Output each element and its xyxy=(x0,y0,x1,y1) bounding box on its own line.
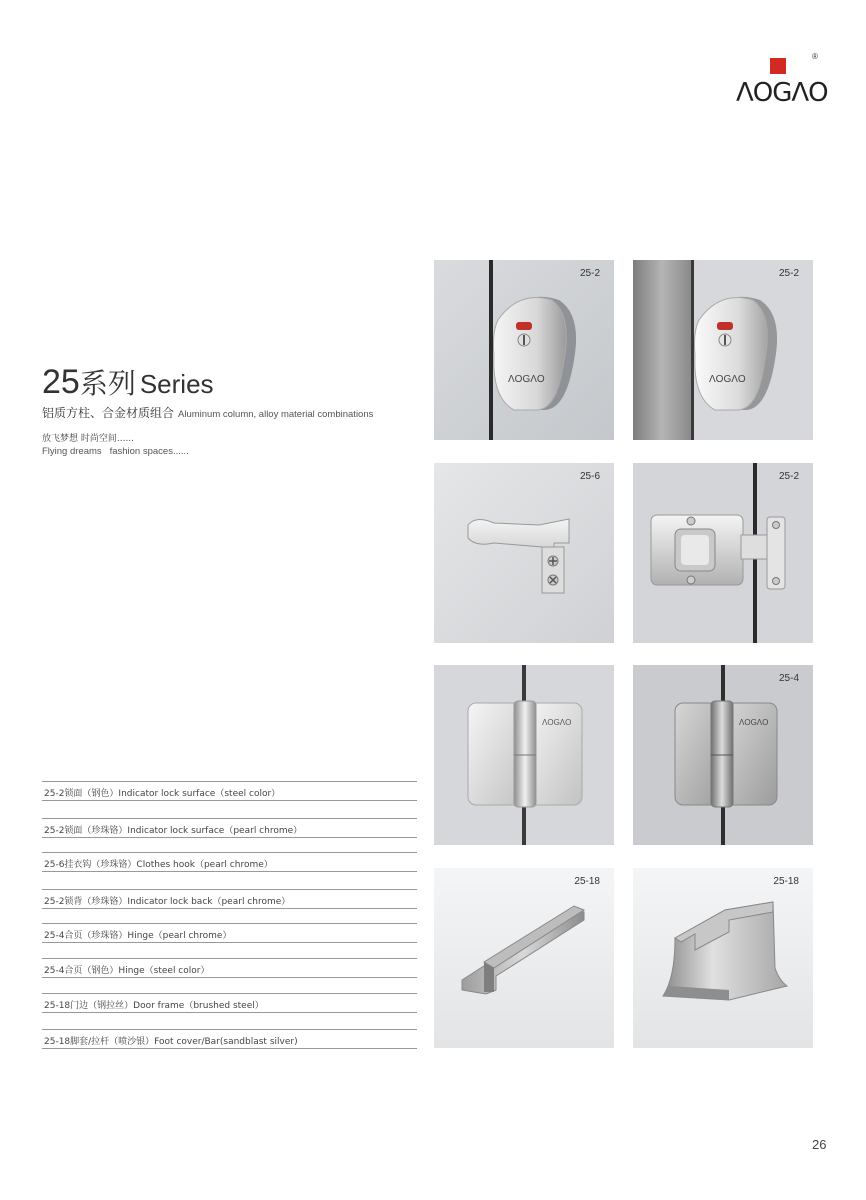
registered-mark: ® xyxy=(812,52,818,61)
photo-indicator-lock-back xyxy=(633,463,813,643)
series-subtitle xyxy=(42,404,373,422)
product-label: 25-6挂衣钩（珍珠铬）Clothes hook（pearl chrome） xyxy=(44,860,273,870)
tagline-en: Flying dreams fashion spaces...... xyxy=(42,446,189,457)
photo-clothes-hook xyxy=(434,463,614,643)
list-item xyxy=(42,958,417,978)
brand-logo xyxy=(734,52,828,112)
photo-door-frame xyxy=(434,868,614,1048)
photo-indicator-lock-steel xyxy=(434,260,614,440)
photo-code: 25-18 xyxy=(773,876,799,887)
svg-text:ΛOGΛO: ΛOGΛO xyxy=(508,374,545,385)
photo-foot-cover xyxy=(633,868,813,1048)
product-label: 25-4合页（珍珠铬）Hinge（pearl chrome） xyxy=(44,931,232,941)
photo-code: 25-2 xyxy=(579,268,600,279)
list-item xyxy=(42,852,417,872)
product-label: 25-2锁面（珍珠铬）Indicator lock surface（pearl chrome） xyxy=(44,826,303,836)
photo-code: 25-2 xyxy=(778,268,799,279)
product-label: 25-18门边（钢拉丝）Door frame（brushed steel） xyxy=(44,1001,264,1011)
list-item xyxy=(42,923,417,943)
photo-code: 25-4 xyxy=(778,673,799,684)
list-item xyxy=(42,993,417,1013)
svg-text:ΛOGΛO: ΛOGΛO xyxy=(709,374,746,385)
series-number: 25 xyxy=(42,363,80,401)
product-label: 25-2锁背（珍珠铬）Indicator lock back（pearl chrome） xyxy=(44,897,291,907)
subtitle-cn: 铝质方柱、合金材质组合 xyxy=(42,406,175,420)
product-label: 25-2锁面（钢色）Indicator lock surface（steel color） xyxy=(44,789,281,799)
photo-hinge-pearl xyxy=(434,665,614,845)
svg-text:ΛOGΛO: ΛOGΛO xyxy=(542,718,572,727)
photo-code: 25-6 xyxy=(579,471,600,482)
series-title xyxy=(42,362,214,402)
series-en: Series xyxy=(139,369,214,399)
logo-wordmark: ΛOGΛO xyxy=(736,78,828,108)
page-number: 26 xyxy=(812,1137,827,1152)
product-label: 25-4合页（钢色）Hinge（steel color） xyxy=(44,966,210,976)
svg-text:ΛOGΛO: ΛOGΛO xyxy=(739,718,769,727)
photo-indicator-lock-pearl xyxy=(633,260,813,440)
logo-red-square xyxy=(770,58,786,74)
photo-code: 25-18 xyxy=(574,876,600,887)
photo-code: 25-2 xyxy=(778,471,799,482)
photo-hinge-steel xyxy=(633,665,813,845)
list-item xyxy=(42,1029,417,1049)
tagline-cn: 放飞梦想 时尚空间...... xyxy=(42,434,135,444)
product-label: 25-18脚套/拉杆（喷沙银）Foot cover/Bar(sandblast silver) xyxy=(44,1037,298,1047)
series-cn: 系列 xyxy=(79,367,136,400)
list-item xyxy=(42,889,417,909)
list-item xyxy=(42,818,417,838)
list-item xyxy=(42,781,417,801)
subtitle-en: Aluminum column, alloy material combinations xyxy=(178,409,374,420)
